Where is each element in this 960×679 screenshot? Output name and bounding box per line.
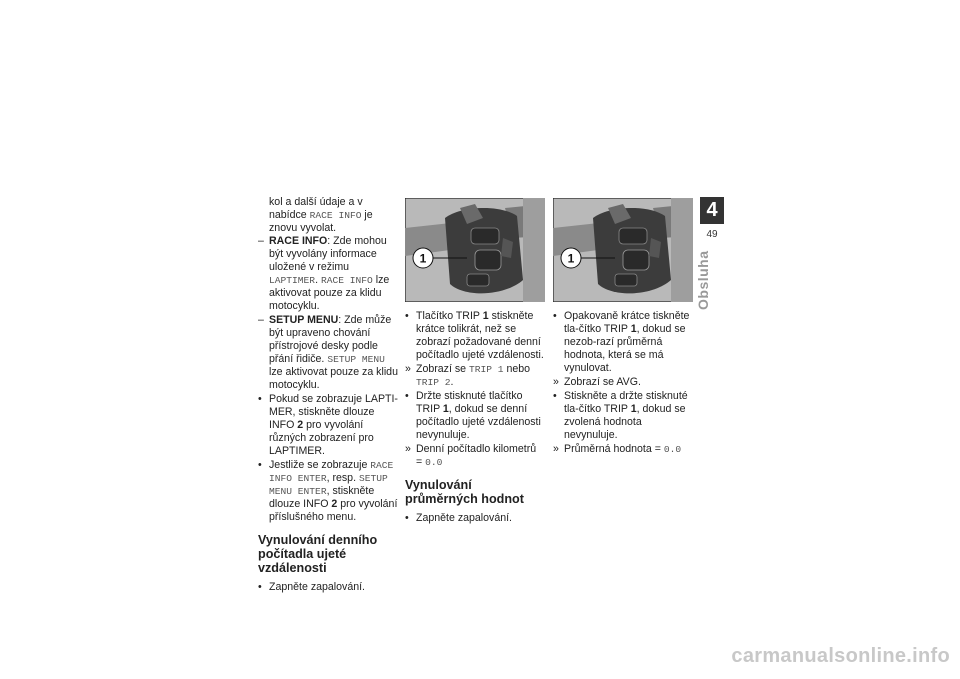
page-number: 49 [706, 229, 718, 240]
list-item: • Opakovaně krátce tiskněte tla-čítko TRIP 1, dokud se nezob-razí průměrná hodnota, která se má vynulovat. [553, 310, 690, 374]
list-item: – RACE INFO: Zde mohou být vyvolány informace uložené v režimu LAPTIMER. RACE INFO lze aktivovat pouze za klidu motocyklu. [258, 235, 390, 312]
watermark: carmanualsonline.info [731, 645, 950, 667]
result-item: » Zobrazí se AVG. [553, 376, 641, 388]
text-column-1 [258, 196, 398, 595]
text-column-3 [553, 198, 693, 457]
handlebar-switch-photo [553, 198, 693, 302]
list-item: • Pokud se zobrazuje LAPTI-MER, stiskněte dlouze INFO 2 pro vyvolání různých zobrazení pro LAPTIMER. [258, 393, 398, 457]
callout-label: 1 [567, 251, 575, 266]
callout-label: 1 [419, 251, 427, 266]
list-item: • Držte stisknuté tlačítko TRIP 1, dokud se denní počítadlo ujeté vzdálenosti nevynuluje. [405, 390, 541, 441]
list-item: • Zapněte zapalování. [405, 512, 513, 524]
list-item: • Tlačítko TRIP 1 stiskněte krátce tolikrát, než se zobrazí požadované denní počítadlo ujeté vzdálenosti. [405, 310, 544, 361]
list-item: • Zapněte zapalování. [258, 581, 366, 593]
list-item: – SETUP MENU: Zde může být upraveno chování přístrojové desky podle přání řidiče. SETUP MENU lze aktivovat pouze za klidu motocyklu. [258, 314, 398, 391]
list-item: • Jestliže se zobrazuje RACE INFO ENTER, resp. SETUP MENU ENTER, stiskněte dlouze INFO 2 pro vyvolání příslušného menu. [258, 459, 398, 523]
list-item: • Stiskněte a držte stisknuté tla-čítko TRIP 1, dokud se zvolená hodnota nevynuluje. [553, 390, 688, 441]
handlebar-switch-photo [405, 198, 545, 302]
result-item: » Denní počítadlo kilometrů = 0.0 [405, 443, 537, 468]
section-heading: Vynulování denního počítadla ujeté vzdálenosti [258, 533, 378, 575]
chapter-number: 4 [700, 197, 724, 224]
paragraph: kol a další údaje a v nabídce RACE INFO je znovu vyvolat. [269, 196, 373, 234]
section-heading: Vynulování průměrných hodnot [405, 478, 524, 506]
text-column-2 [405, 198, 545, 526]
result-item: » Průměrná hodnota = 0.0 [553, 443, 682, 455]
chapter-side-label: Obsluha [695, 250, 711, 310]
result-item: » Zobrazí se TRIP 1 nebo TRIP 2. [405, 363, 531, 388]
